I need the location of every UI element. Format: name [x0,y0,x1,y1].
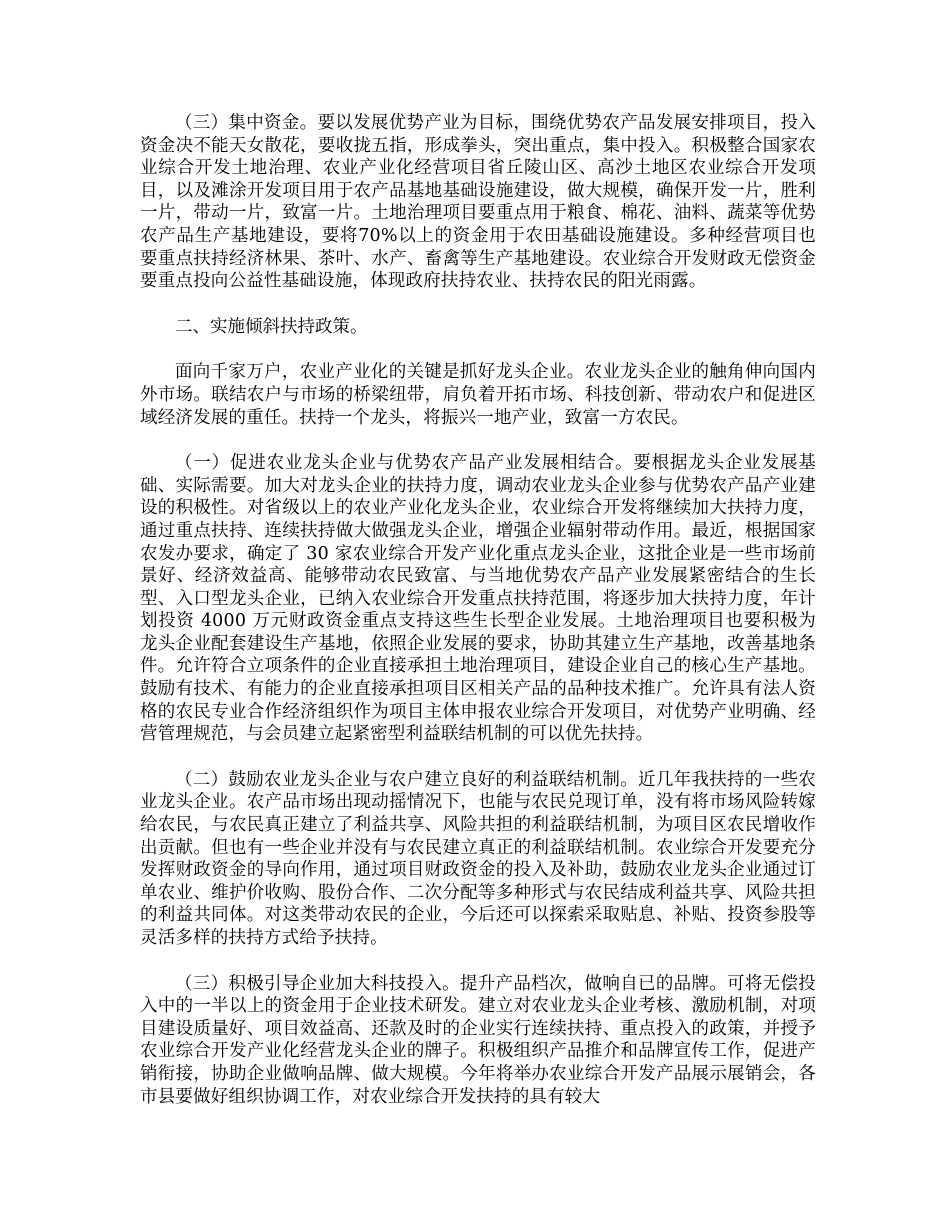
paragraph-leading-enterprises-intro: 面向千家万户，农业产业化的关键是抓好龙头企业。农业龙头企业的触角伸向国内外市场。联结农户与市场的桥梁纽带，肩负着开拓市场、科技创新、带动农户和促进区域经济发展的重任。扶持一个龙头，将振兴一地产业，致富一方农民。 [140,362,816,428]
document-body [140,112,816,1131]
section-heading-preferential-policy: 二、实施倾斜扶持政策。 [175,316,368,337]
paragraph-enterprise-industry-integration: （一）促进农业龙头企业与优势农产品产业发展相结合。要根据龙头企业发展基础、实际需要。加大对龙头企业的扶持力度，调动农业龙头企业参与优势农产品产业建设的积极性。对省级以上的农业产业化龙头企业，农业综合开发将继续加大扶持力度，通过重点扶持、连续扶持做大做强龙头企业，增强企业辐射带动作用。最近，根据国家农发办要求，确定了 30 家农业综合开发产业化重点龙头企业，这批企业是一些市场前景好、经济效益高、能够带动农民致富、与当地优势农产品产业发展紧密结合的生长型、入口型龙头企业，已纳入农业综合开发重点扶持范围，将逐步加大扶持力度，年计划投资 4000 万元财政资金重点支持这些生长型企业发展。土地治理项目也要积极为龙头企业配套建设生产基地，依照企业发展的要求，协助其建立生产基地，改善基地条件。允许符合立项条件的企业直接承担土地治理项目，建设企业自己的核心生产基地。鼓励有技术、有能力的企业直接承担项目区相关产品的品种技术推广。允许具有法人资格的农民专业合作经济组织作为项目主体申报农业综合开发项目，对优势产业明确、经营管理规范，与会员建立起紧密型利益联结机制的可以优先扶持。 [140,453,816,745]
paragraph-interest-linkage: （二）鼓励农业龙头企业与农户建立良好的利益联结机制。近几年我扶持的一些农业龙头企业。农产品市场出现动摇情况下，也能与农民兑现订单，没有将市场风险转嫁给农民，与农民真正建立了利益共享、风险共担的利益联结机制，为项目区农民增收作出贡献。但也有一些企业并没有与农民建立真正的利益联结机制。农业综合开发要充分发挥财政资金的导向作用，通过项目财政资金的投入及补助，鼓励农业龙头企业通过订单农业、维护价收购、股份合作、二次分配等多种形式与农民结成利益共享、风险共担的利益共同体。对这类带动农民的企业，今后还可以探索采取贴息、补贴、投资参股等灵活多样的扶持方式给予扶持。 [140,769,816,948]
paragraph-concentrate-funds: （三）集中资金。要以发展优势产业为目标，围绕优势农产品发展安排项目，投入资金决不能天女散花，要收拢五指，形成拳头，突出重点，集中投入。积极整合国家农业综合开发土地治理、农业产业化经营项目省丘陵山区、高沙土地区农业综合开发项目，以及滩涂开发项目用于农产品基地基础设施建设，做大规模，确保开发一片，胜利一片，带动一片，致富一片。土地治理项目要重点用于粮食、棉花、油料、蔬菜等优势农产品生产基地建设，要将70%以上的资金用于农田基础设施建设。多种经营项目也要重点扶持经济林果、茶叶、水产、畜禽等生产基地建设。农业综合开发财政无偿资金要重点投向公益性基础设施，体现政府扶持农业、扶持农民的阳光雨露。 [140,113,816,292]
paragraph-technology-investment: （三）积极引导企业加大科技投入。提升产品档次，做响自已的品牌。可将无偿投入中的一半以上的资金用于企业技术研发。建立对农业龙头企业考核、激励机制，对项目建设质量好、项目效益高、还款及时的企业实行连续扶持、重点投入的政策，并授予农业综合开发产业化经营龙头企业的牌子。积极组织产品推介和品牌宣传工作，促进产销衔接，协助企业做响品牌、做大规模。今年将举办农业综合开发产品展示展销会，各市县要做好组织协调工作，对农业综合开发扶持的具有较大 [140,973,816,1107]
